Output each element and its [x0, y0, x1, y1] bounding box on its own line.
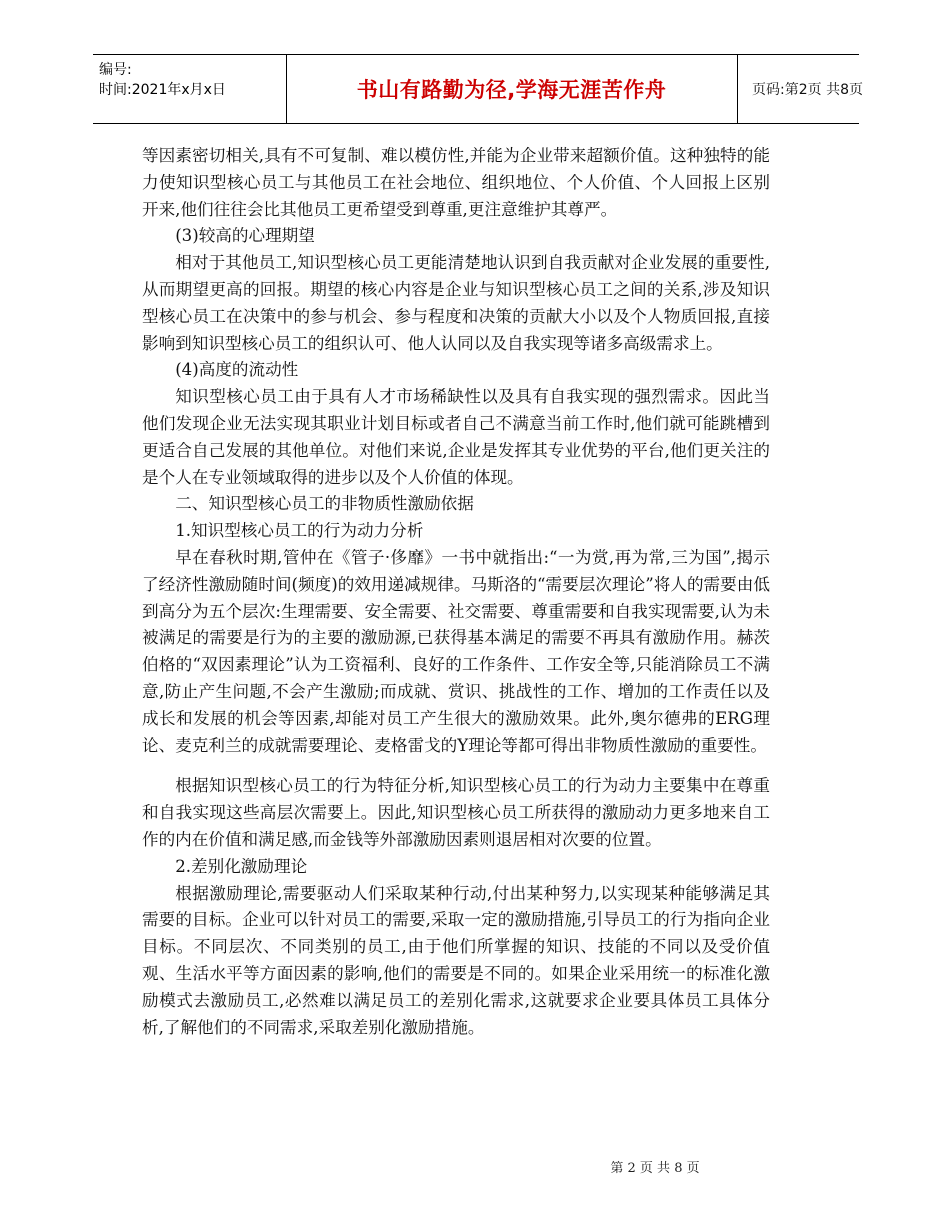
body-paragraph: 早在春秋时期,管仲在《管子·侈靡》一书中就指出:“一为赏,再为常,三为国”,揭示了经济性激励随时间(频度)的效用递减规律。马斯洛的“需要层次理论”将人的需要由低到高分为五个层次:生理需要、安全需要、社交需要、尊重需要和自我实现需要,认为未被满足的需要是行为的主要的激励源,已获得基本满足的需要不再具有激励作用。赫茨伯格的“双因素理论”认为工资福利、良好的工作条件、工作安全等,只能消除员工不满意,防止产生问题,不会产生激励;而成就、赏识、挑战性的工作、增加的工作责任以及成长和发展的机会等因素,却能对员工产生很大的激励效果。此外,奥尔德弗的ERG理论、麦克利兰的成就需要理论、麦格雷戈的Y理论等都可得出非物质性激励的重要性。	[142, 547, 770, 755]
doc-number-label: 编号:	[99, 62, 132, 78]
doc-time-label: 时间:2021年x月x日	[99, 82, 226, 98]
body-paragraph: (4)高度的流动性	[175, 360, 299, 380]
motto-text: 书山有路勤为径,学海无涯苦作舟	[356, 78, 667, 102]
page-header	[93, 54, 863, 124]
header-motto-cell	[286, 55, 738, 123]
body-paragraph: 相对于其他员工,知识型核心员工更能清楚地认识到自我贡献对企业发展的重要性,从而期望更高的回报。期望的核心内容是企业与知识型核心员工之间的关系,涉及知识型核心员工在决策中的参与机会、参与程度和决策的贡献大小以及个人物质回报,直接影响到知识型核心员工的组织认可、他人认同以及自我实现等诸多高级需求上。	[142, 253, 770, 353]
document-body	[142, 143, 770, 1041]
header-page-number: 页码:第2页 共8页	[752, 82, 863, 98]
header-meta-cell	[93, 55, 287, 123]
body-paragraph: 根据知识型核心员工的行为特征分析,知识型核心员工的行为动力主要集中在尊重和自我实现这些高层次需要上。因此,知识型核心员工所获得的激励动力更多地来自工作的内在价值和满足感,而金钱等外部激励因素则退居相对次要的位置。	[142, 776, 770, 849]
body-paragraph: 知识型核心员工由于具有人才市场稀缺性以及具有自我实现的强烈需求。因此当他们发现企业无法实现其职业计划目标或者自己不满意当前工作时,他们就可能跳槽到更适合自己发展的其他单位。对他们来说,企业是发挥其专业优势的平台,他们更关注的是个人在专业领域取得的进步以及个人价值的体现。	[142, 387, 770, 487]
body-paragraph: 2.差别化激励理论	[175, 856, 308, 876]
body-paragraph: 1.知识型核心员工的行为动力分析	[175, 521, 424, 541]
body-paragraph: 根据激励理论,需要驱动人们采取某种行动,付出某种努力,以实现某种能够满足其需要的目标。企业可以针对员工的需要,采取一定的激励措施,引导员工的行为指向企业目标。不同层次、不同类别的员工,由于他们所掌握的知识、技能的不同以及受价值观、生活水平等方面因素的影响,他们的需要是不同的。如果企业采用统一的标准化激励模式去激励员工,必然难以满足员工的差别化需求,这就要求企业要具体员工具体分析,了解他们的不同需求,采取差别化激励措施。	[142, 883, 770, 1037]
body-paragraph: (3)较高的心理期望	[175, 226, 315, 246]
header-page-cell	[738, 55, 863, 123]
body-paragraph: 二、知识型核心员工的非物质性激励依据	[175, 494, 474, 514]
body-paragraph: 等因素密切相关,具有不可复制、难以模仿性,并能为企业带来超额价值。这种独特的能力使知识型核心员工与其他员工在社会地位、组织地位、个人价值、个人回报上区别开来,他们往往会比其他员工更希望受到尊重,更注意维护其尊严。	[142, 146, 770, 219]
page-footer: 第 2 页 共 8 页	[610, 1161, 700, 1176]
